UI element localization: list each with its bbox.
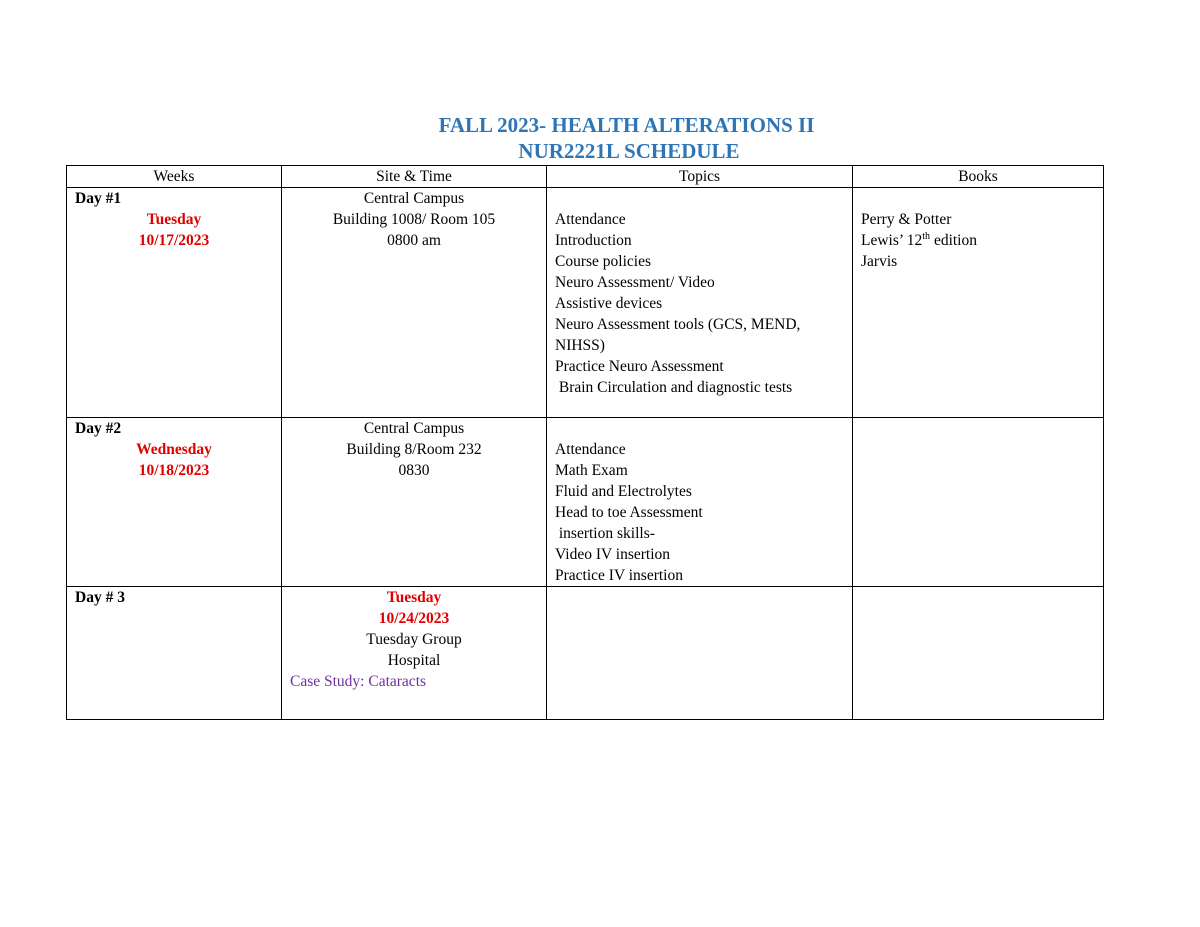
site-line: Tuesday Group bbox=[366, 631, 462, 648]
topic-item: Head to toe Assessment bbox=[555, 504, 703, 521]
books-cell bbox=[853, 418, 1104, 587]
books-cell bbox=[853, 188, 1104, 418]
time-line: 0800 am bbox=[387, 232, 441, 249]
topics-cell bbox=[547, 418, 853, 587]
table-row bbox=[67, 188, 1104, 418]
header-site-time: Site & Time bbox=[282, 166, 547, 188]
topic-item: Practice IV insertion bbox=[555, 567, 683, 584]
weeks-cell bbox=[67, 587, 282, 720]
site-cell bbox=[282, 188, 547, 418]
schedule-table bbox=[66, 165, 1104, 720]
table-row bbox=[67, 587, 1104, 720]
day-label: Day #1 bbox=[75, 190, 122, 207]
weeks-cell bbox=[67, 418, 282, 587]
book-item: Lewis’ 12th edition bbox=[861, 230, 977, 249]
site-line: Hospital bbox=[387, 652, 441, 669]
topic-item: Math Exam bbox=[555, 462, 628, 479]
books-cell bbox=[853, 587, 1104, 720]
topic-item: Assistive devices bbox=[555, 295, 663, 312]
site-cell bbox=[282, 418, 547, 587]
day-label: Day #2 bbox=[75, 420, 122, 437]
weekday-label: Tuesday bbox=[146, 211, 202, 228]
weekday-label: Tuesday bbox=[386, 589, 442, 606]
weekday-label: Wednesday bbox=[136, 441, 212, 458]
site-line: Building 1008/ Room 105 bbox=[332, 211, 496, 228]
site-cell bbox=[282, 587, 547, 720]
table-header-row bbox=[67, 166, 1104, 188]
time-line: 0830 bbox=[398, 462, 430, 479]
topic-item: Neuro Assessment tools (GCS, MEND, bbox=[555, 316, 801, 333]
topic-item: Practice Neuro Assessment bbox=[555, 358, 724, 375]
day-label: Day # 3 bbox=[75, 589, 125, 606]
site-line: Central Campus bbox=[363, 420, 465, 437]
topic-item: Neuro Assessment/ Video bbox=[555, 274, 715, 291]
header-books: Books bbox=[853, 166, 1104, 188]
header-topics: Topics bbox=[547, 166, 853, 188]
document-title: FALL 2023- HEALTH ALTERATIONS II bbox=[438, 113, 815, 137]
header-weeks: Weeks bbox=[67, 166, 282, 188]
topic-item: Introduction bbox=[555, 232, 632, 249]
topic-item: Course policies bbox=[555, 253, 651, 270]
case-study-label: Case Study: Cataracts bbox=[290, 673, 427, 690]
table-row bbox=[67, 418, 1104, 587]
topic-item: Fluid and Electrolytes bbox=[555, 483, 692, 500]
topics-cell bbox=[547, 587, 853, 720]
topic-item: Attendance bbox=[555, 441, 626, 458]
site-line: Central Campus bbox=[363, 190, 465, 207]
book-item: Jarvis bbox=[861, 253, 898, 270]
topic-item: insertion skills- bbox=[555, 525, 655, 542]
date-label: 10/24/2023 bbox=[378, 610, 450, 627]
site-line: Building 8/Room 232 bbox=[346, 441, 482, 458]
topic-item: NIHSS) bbox=[555, 337, 605, 354]
date-label: 10/17/2023 bbox=[138, 232, 210, 249]
topic-item: Video IV insertion bbox=[555, 546, 671, 563]
date-label: 10/18/2023 bbox=[138, 462, 210, 479]
topic-item: Attendance bbox=[555, 211, 626, 228]
document-subtitle: NUR2221L SCHEDULE bbox=[518, 139, 740, 163]
topic-item: Brain Circulation and diagnostic tests bbox=[555, 379, 793, 396]
weeks-cell bbox=[67, 188, 282, 418]
book-item: Perry & Potter bbox=[861, 211, 952, 228]
topics-cell bbox=[547, 188, 853, 418]
